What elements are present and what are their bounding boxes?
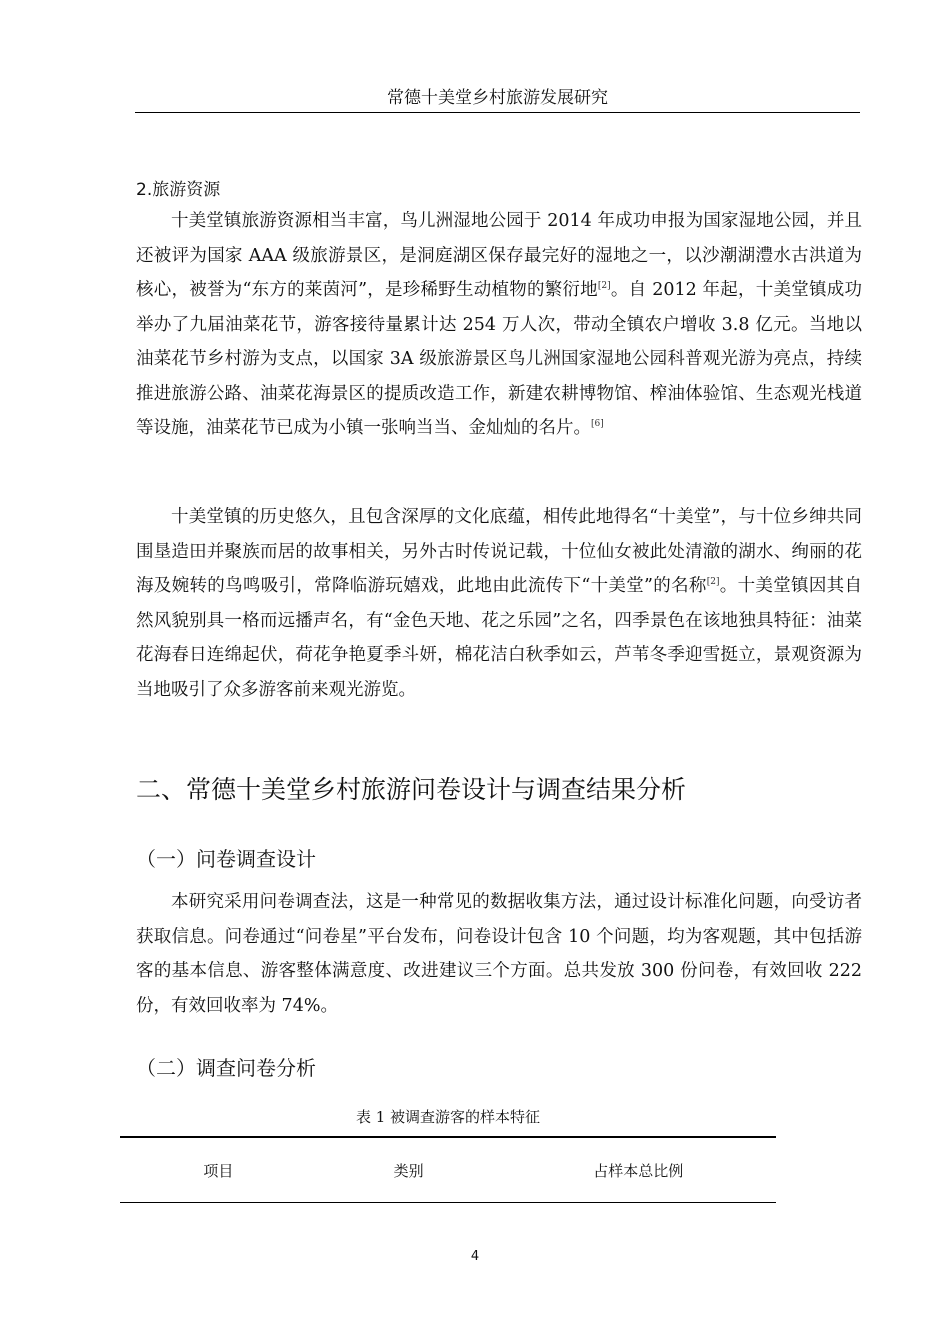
citation-link[interactable]: [6] <box>591 419 604 430</box>
page-number: 4 <box>470 1249 480 1264</box>
table-caption: 表 1 被调查游客的样本特征 <box>355 1108 541 1126</box>
subsection-heading-questionnaire-design: （一）问卷调查设计 <box>136 847 316 871</box>
citation-link[interactable]: [2] <box>706 577 720 588</box>
sample-characteristics-table <box>120 1136 776 1203</box>
paragraph-questionnaire: 本研究采用问卷调查法，这是一种常见的数据收集方法，通过设计标准化问题，向受访者获取信息。问卷通过“问卷星”平台发布，问卷设计包含 10 个问题，均为客观题，其中包括游客的基本信息、游客整体满意度、改进建议三个方面。总共发放 300 份问卷，有效回收 222 份，有效回收率为 74%。 <box>136 892 862 1016</box>
column-header-item: 项目 <box>120 1137 317 1203</box>
running-header <box>135 86 860 113</box>
paragraph-history-text-b: 。十美堂镇因其自然风貌别具一格而远播声名，有“金色天地、花之乐园”之名，四季景色在该地独具特征：油菜花海春日连绵起伏，荷花争艳夏季斗妍，棉花洁白秋季如云，芦苇冬季迎雪挺立，景观资源为当地吸引了众多游客前来观光游览。 <box>136 576 862 700</box>
table-header-row <box>120 1137 776 1203</box>
header-title: 常德十美堂乡村旅游发展研究 <box>387 88 608 108</box>
column-header-category: 类别 <box>317 1137 501 1203</box>
column-header-percentage: 占样本总比例 <box>500 1137 776 1203</box>
paragraph-history-text-a: 十美堂镇的历史悠久，且包含深厚的文化底蕴，相传此地得名“十美堂”，与十位乡绅共同围垦造田并聚族而居的故事相关，另外古时传说记载，十位仙女被此处清澈的湖水、绚丽的花海及婉转的鸟鸣吸引，常降临游玩嬉戏，此地由此流传下“十美堂”的名称 <box>136 507 862 596</box>
chapter-heading: 二、常德十美堂乡村旅游问卷设计与调查结果分析 <box>136 775 687 804</box>
subsection-heading-questionnaire-analysis: （二）调查问卷分析 <box>136 1056 316 1080</box>
paragraph-resources <box>136 204 862 446</box>
paragraph-resources-text-a: 十美堂镇旅游资源相当丰富，鸟儿洲湿地公园于 2014 年成功申报为国家湿地公园，并且还被评为国家 AAA 级旅游景区，是洞庭湖区保存最完好的湿地之一，以沙潮湖澧水古洪道为核心，被誉为“东方的莱茵河”，是珍稀野生动植物的繁衍地 <box>136 211 862 300</box>
citation-link[interactable]: [2] <box>597 281 611 292</box>
paragraph-resources-text-b: 。自 2012 年起，十美堂镇成功举办了九届油菜花节，游客接待量累计达 254 万人次，带动全镇农户增收 3.8 亿元。当地以油菜花节乡村游为支点，以国家 3A 级旅游景区鸟儿洲国家湿地公园科普观光游为亮点，持续推进旅游公路、油菜花海景区的提质改造工作，新建农耕博物馆、榨油体验馆、生态观光栈道等设施，油菜花节已成为小镇一张响当当、金灿灿的名片。 <box>136 280 862 438</box>
section-heading-tourism-resources: 2.旅游资源 <box>136 180 221 200</box>
paragraph-history <box>136 500 862 707</box>
